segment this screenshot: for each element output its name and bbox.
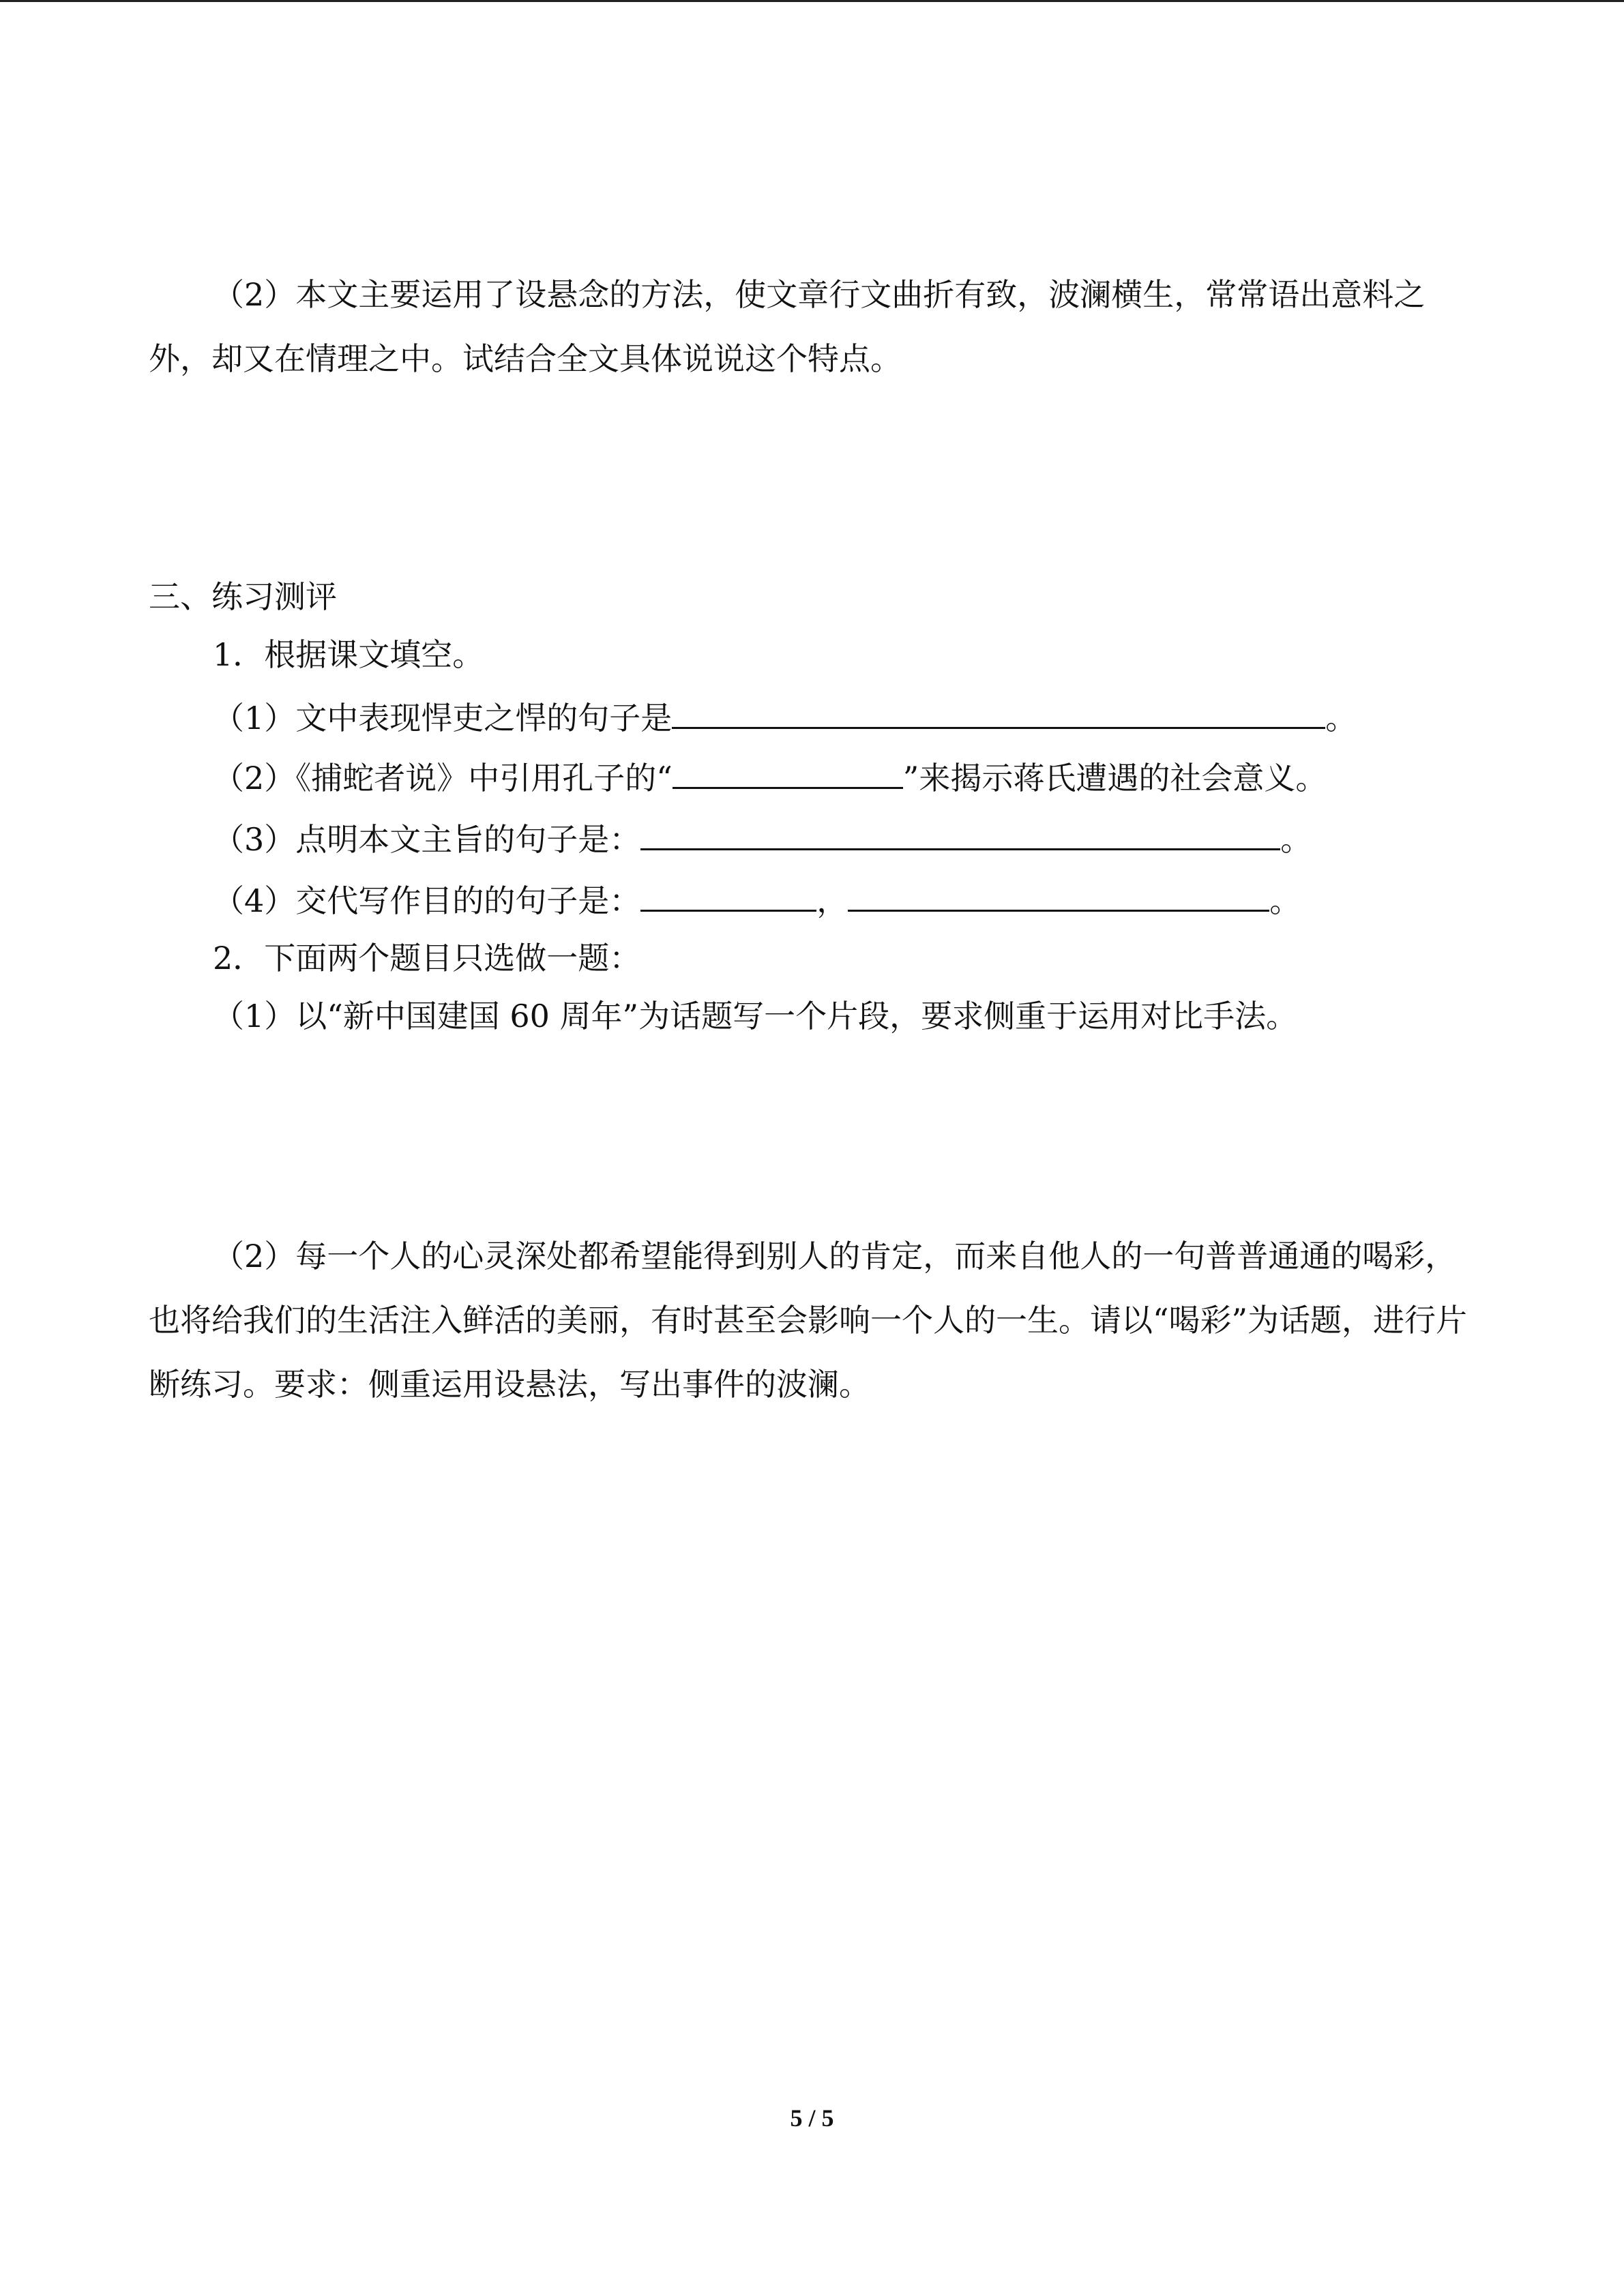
answer-blank[interactable] [848,878,1269,912]
question-2-heading: 2．下面两个题目只选做一题： [213,940,641,976]
fill-blank-3: （3）点明本文主旨的句子是： 。 [149,817,1312,860]
writing-option-2: （2）每一个人的心灵深处都希望能得到别人的肯定，而来自他人的一句普普通通的喝彩，也将给我们的生活注入鲜活的美丽，有时甚至会影响一个人的一生。请以“喝彩”为话题，进行片断练习。要求：侧重运用设悬法，写出事件的波澜。 [149,1238,1468,1403]
answer-blank[interactable] [673,756,903,789]
answer-blank[interactable] [672,696,1325,729]
writing-option-1: （1）以“新中国建国 60 周年”为话题写一个片段，要求侧重于运用对比手法。 [213,998,1298,1034]
answer-blank[interactable] [640,817,1280,850]
fill-blank-4: （4）交代写作目的的句子是： ， 。 [149,878,1301,921]
section-3-heading: 三、练习测评 [149,578,337,615]
question-1-heading: 1．根据课文填空。 [213,636,484,673]
question-2-prompt: （2）本文主要运用了设悬念的方法，使文章行文曲折有致，波澜横生，常常语出意料之外，却又在情理之中。试结合全文具体说说这个特点。 [149,276,1426,377]
top-border [0,0,1624,2]
answer-blank[interactable] [640,878,816,912]
fill-blank-2: （2）《捕蛇者说》中引用孔子的“ ”来揭示蒋氏遭遇的社会意义。 [149,756,1327,799]
fill-blank-1: （1）文中表现悍吏之悍的句子是 。 [149,696,1357,739]
page-number: 5 / 5 [790,2104,834,2132]
